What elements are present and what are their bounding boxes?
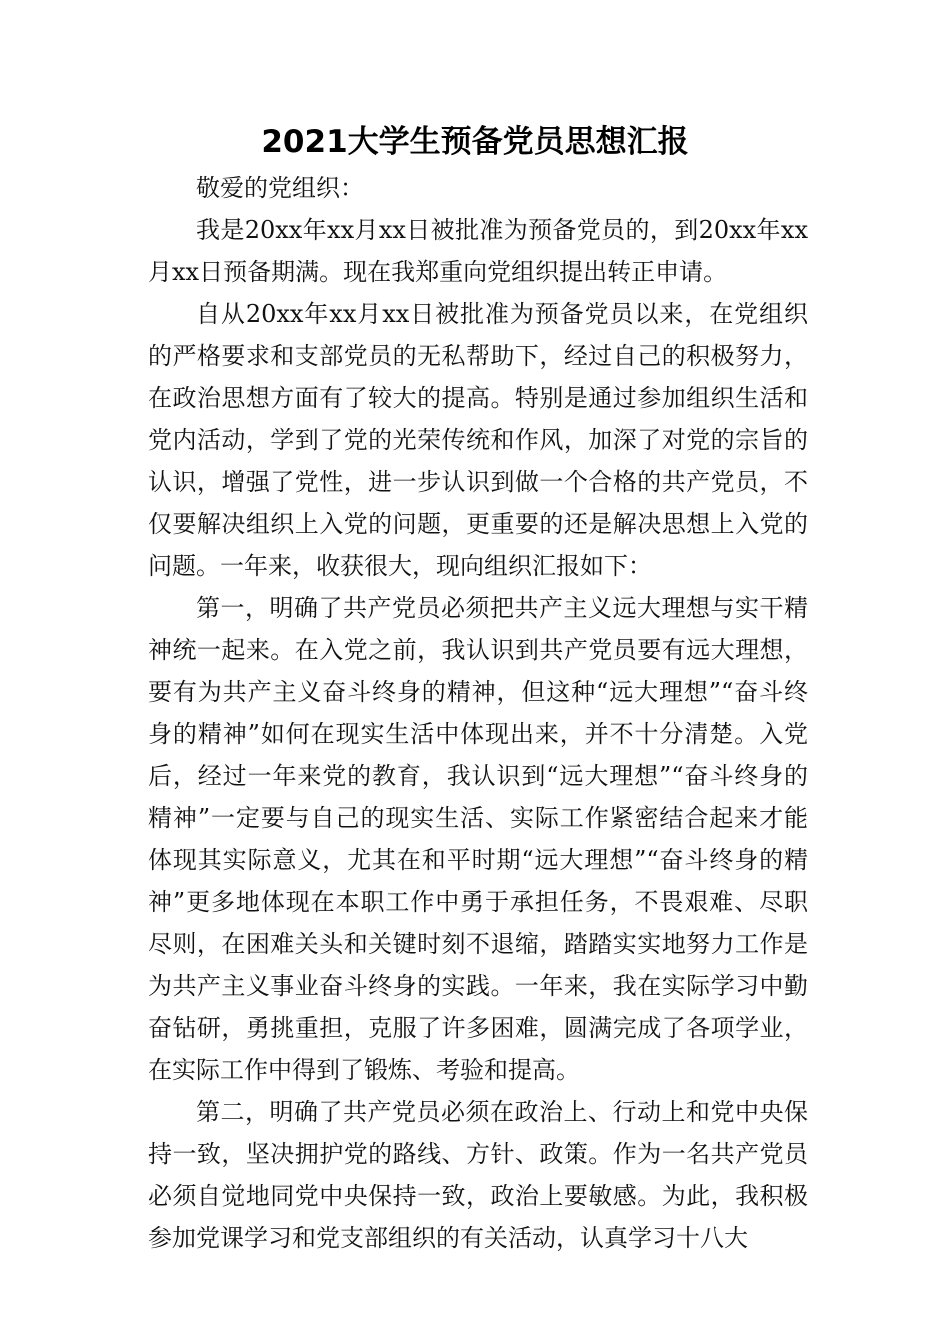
paragraph-3: 第一，明确了共产党员必须把共产主义远大理想与实干精神统一起来。在入党之前，我认识到共产党员要有远大理想，要有为共产主义奋斗终身的精神，但这种“远大理想”“奋斗终身的精神”如何在现实生活中体现出来，并不十分清楚。入党后，经过一年来党的教育，我认识到“远大理想”“奋斗终身的精神”一定要与自己的现实生活、实际工作紧密结合起来才能体现其实际意义，尤其在和平时期“远大理想”“奋斗终身的精神”更多地体现在本职工作中勇于承担任务，不畏艰难、尽职尽则，在困难关头和关键时刻不退缩，踏踏实实地努力工作是为共产主义事业奋斗终身的实践。一年来，我在实际学习中勤奋钻研，勇挑重担，克服了许多困难，圆满完成了各项学业，在实际工作中得到了锻炼、考验和提高。 (148, 594, 808, 1084)
salutation: 敬爱的党组织： (196, 174, 364, 202)
paragraph-1: 我是20xx年xx月xx日被批准为预备党员的，到20xx年xx月xx日预备期满。现在我郑重向党组织提出转正申请。 (148, 216, 808, 286)
paragraph-2: 自从20xx年xx月xx日被批准为预备党员以来，在党组织的严格要求和支部党员的无私帮助下，经过自己的积极努力，在政治思想方面有了较大的提高。特别是通过参加组织生活和党内活动，学到了党的光荣传统和作风，加深了对党的宗旨的认识，增强了党性，进一步认识到做一个合格的共产党员，不仅要解决组织上入党的问题，更重要的还是解决思想上入党的问题。一年来，收获很大，现向组织汇报如下： (148, 300, 808, 580)
document-title: 2021大学生预备党员思想汇报 (261, 124, 689, 160)
document-body (148, 167, 808, 1259)
paragraph-4: 第二，明确了共产党员必须在政治上、行动上和党中央保持一致，坚决拥护党的路线、方针、政策。作为一名共产党员必须自觉地同党中央保持一致，政治上要敏感。为此，我积极参加党课学习和党支部组织的有关活动，认真学习十八大 (148, 1098, 808, 1252)
